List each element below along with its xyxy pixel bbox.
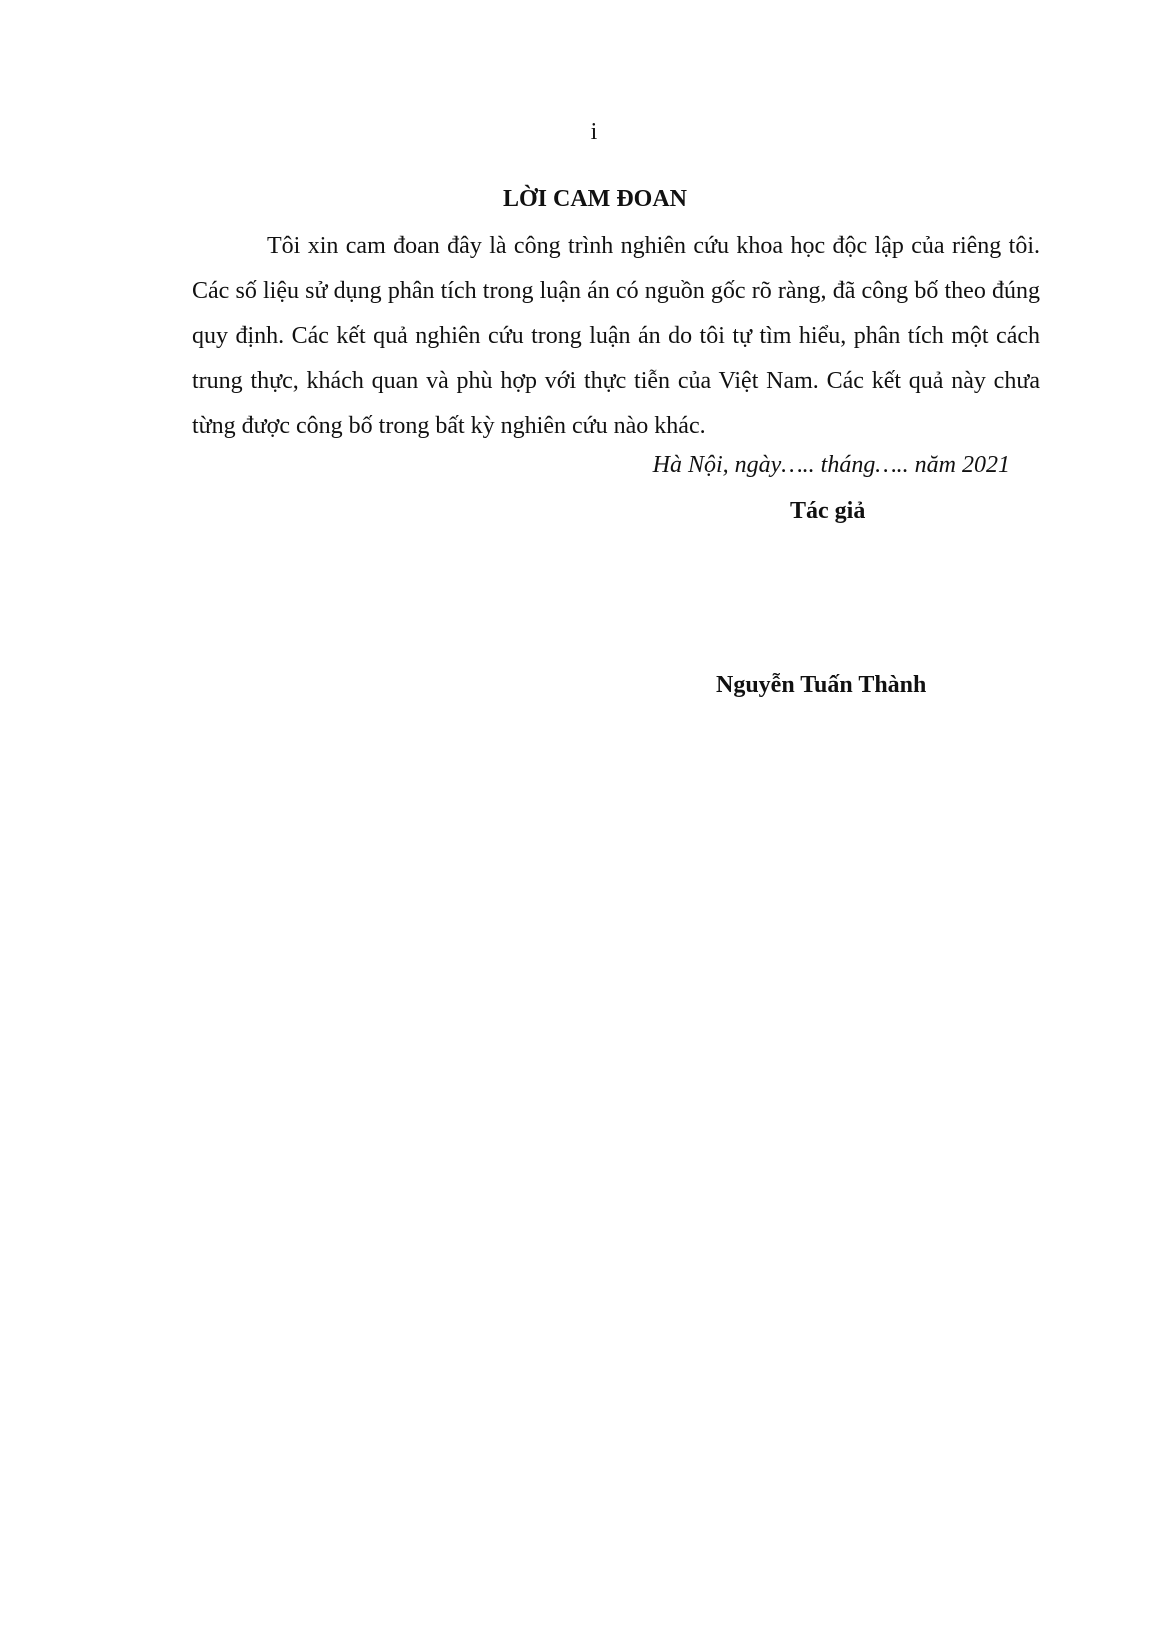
place-date: Hà Nội, ngày….. tháng….. năm 2021 <box>652 452 1010 478</box>
author-name: Nguyễn Tuấn Thành <box>716 672 927 698</box>
page-title: LỜI CAM ĐOAN <box>503 186 687 212</box>
page-number: i <box>590 119 598 145</box>
author-label: Tác giả <box>790 498 866 524</box>
declaration-paragraph: Tôi xin cam đoan đây là công trình nghiên cứu khoa học độc lập của riêng tôi. Các số liệu sử dụng phân tích trong luận án có nguồn gốc rõ ràng, đã công bố theo đúng quy định. Các kết quả nghiên cứu trong luận án do tôi tự tìm hiểu, phân tích một cách trung thực, khách quan và phù hợp với thực tiễn của Việt Nam. Các kết quả này chưa từng được công bố trong bất kỳ nghiên cứu nào khác. <box>192 233 1040 439</box>
